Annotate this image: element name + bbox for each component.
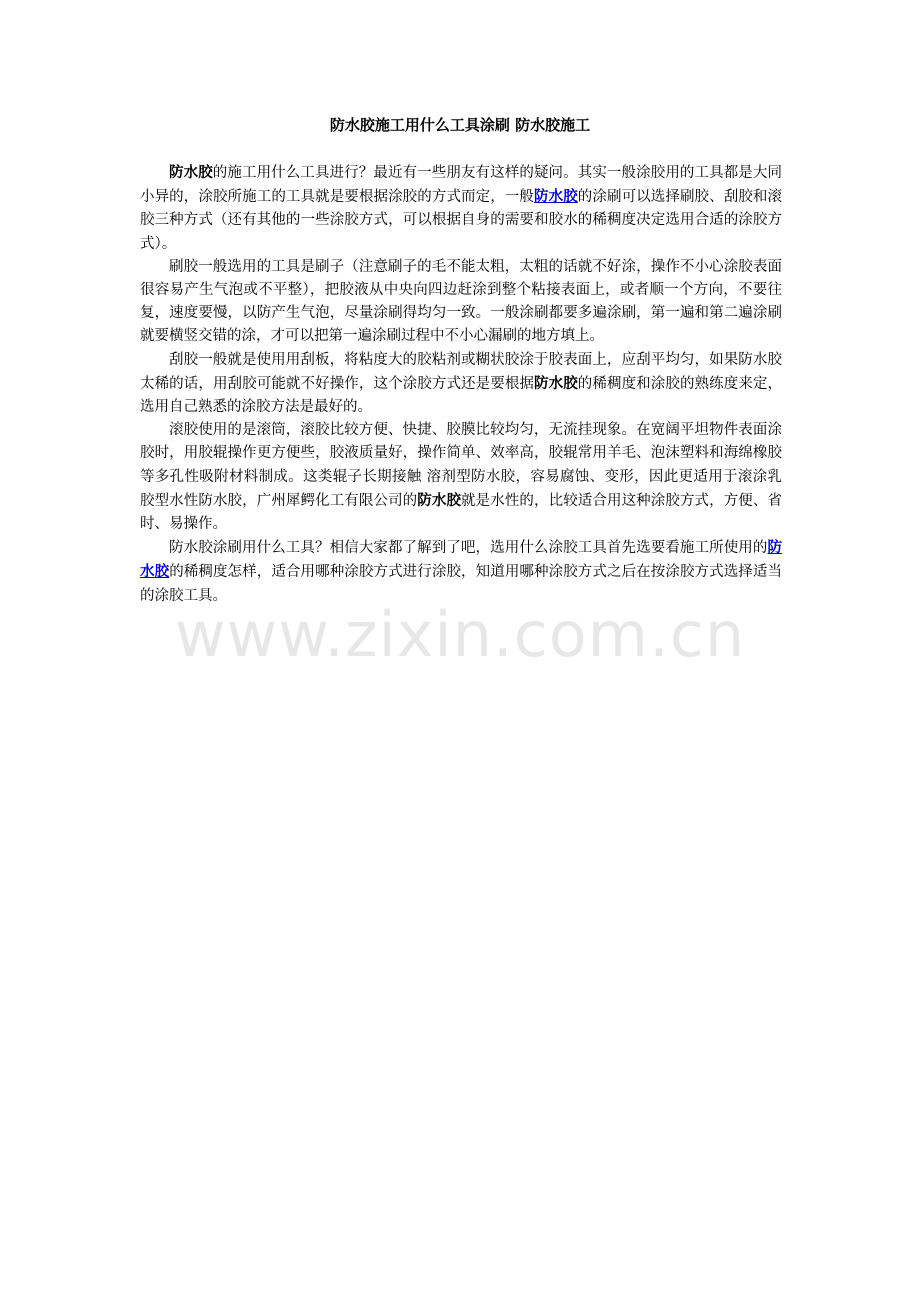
paragraph-text: 刮胶一般就是使用用刮板，将粘度大的胶粘剂或糊状胶涂于胶表面上，应刮平均匀，如果防水胶太稀的话，用刮胶可能就不好操作，这个涂胶方式还是要根据 bbox=[140, 351, 782, 392]
keyword-bold: 防水胶 bbox=[417, 491, 462, 509]
watermark-text: www.zixin.com.cn bbox=[174, 598, 746, 671]
paragraph bbox=[140, 536, 782, 608]
paragraph-text: 刷胶一般选用的工具是刷子（注意刷子的毛不能太粗，太粗的话就不好涂，操作不小心涂胶表面很容易产生气泡或不平整），把胶液从中央向四边赶涂到整个粘接表面上，或者顺一个方向，不要往复，速度要慢，以防产生气泡，尽量涂刷得均匀一致。一般涂刷都要多遍涂刷，第一遍和第二遍涂刷就要横竖交错的涂，才可以把第一遍涂刷过程中不小心漏刷的地方填上。 bbox=[140, 258, 782, 345]
paragraph-text: 的稀稠度怎样，适合用哪种涂胶方式进行涂胶，知道用哪种涂胶方式之后在按涂胶方式选择适当的涂胶工具。 bbox=[140, 564, 782, 604]
paragraph bbox=[140, 161, 782, 256]
paragraph-text: 的施工用什么工具进行？最近有一些朋友有这样的疑问。其实一般涂胶用的工具都是大同小异的，涂胶所施工的工具就是要根据涂胶的方式而定，一般 bbox=[140, 165, 783, 206]
keyword-link[interactable]: 防水胶 bbox=[140, 539, 782, 581]
paragraph-text: 滚胶使用的是滚筒，滚胶比较方便、快捷、胶膜比较均匀，无流挂现象。在宽阔平坦物件表面涂胶时，用胶辊操作更方便些，胶液质量好，操作简单、效率高，胶辊常用羊毛、泡沫塑料和海绵橡胶等多孔性吸附材料制成。这类辊子长期接触 溶剂型防水胶，容易腐蚀、变形，因此更适用于滚涂乳胶型水性防水胶，广州犀鳄化工有限公司的 bbox=[140, 422, 782, 509]
paragraph-text: 防水胶涂刷用什么工具？相信大家都了解到了吧，选用什么涂胶工具首先选要看施工所使用的 bbox=[169, 540, 768, 557]
paragraph-text: 的稀稠度和涂胶的熟练度来定，选用自己熟悉的涂胶方法是最好的。 bbox=[140, 375, 783, 416]
keyword-bold: 防水胶 bbox=[534, 374, 578, 392]
document-title: 防水胶施工用什么工具涂刷 防水胶施工 bbox=[329, 116, 591, 134]
paragraph bbox=[140, 419, 782, 536]
paragraph bbox=[140, 349, 782, 420]
paragraph bbox=[140, 256, 782, 349]
keyword-link[interactable]: 防水胶 bbox=[534, 188, 578, 206]
article-body bbox=[140, 161, 782, 608]
paragraph-text: 的涂刷可以选择刷胶、刮胶和滚胶三种方式（还有其他的一些涂胶方式，可以根据自身的需要和胶水的稀稠度决定选用合适的涂胶方式）。 bbox=[140, 189, 783, 252]
paragraph-text: 就是水性的，比较适合用这种涂胶方式，方便、省时、易操作。 bbox=[140, 492, 782, 533]
keyword-bold: 防水胶 bbox=[169, 164, 213, 181]
